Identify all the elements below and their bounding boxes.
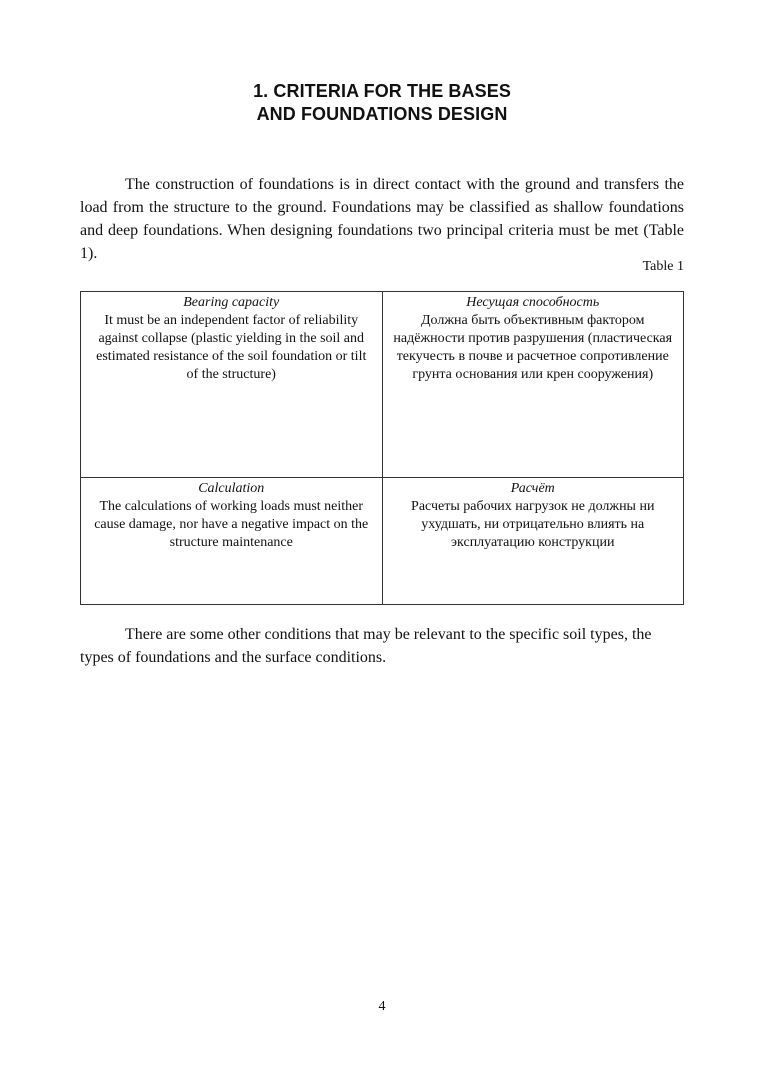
table-row: [81, 478, 684, 605]
section-title: [80, 80, 684, 126]
cell-heading: Calculation: [198, 481, 265, 496]
page-number: 4: [378, 999, 386, 1014]
cell-text: It must be an independent factor of reliability against collapse (plastic yielding in the soil and estimated resistance of the soil foundation or tilt of the structure): [96, 313, 367, 382]
table-row: [81, 292, 684, 478]
table-cell-english: [81, 478, 383, 605]
cell-text: The calculations of working loads must neither cause damage, nor have a negative impact on the structure maintenance: [94, 499, 369, 550]
table-cell-english: [81, 292, 383, 478]
cell-text: Расчеты рабочих нагрузок не должны ни ухудшать, ни отрицательно влиять на эксплуатацию конструкции: [411, 499, 655, 550]
section-title-line-1: 1. CRITERIA FOR THE BASES: [253, 81, 511, 101]
cell-heading: Bearing capacity: [183, 295, 280, 310]
table-caption: Table 1: [642, 259, 684, 274]
closing-paragraph: There are some other conditions that may be relevant to the specific soil types, the types of foundations and the surface conditions.: [80, 626, 652, 666]
criteria-table: [80, 291, 684, 605]
section-title-line-2: AND FOUNDATIONS DESIGN: [256, 104, 508, 124]
cell-text: Должна быть объективным фактором надёжности против разрушения (пластическая текучесть в почве и расчетное сопротивление грунта основания или крен сооружения): [393, 313, 673, 382]
intro-paragraph: The construction of foundations is in direct contact with the ground and transfers the load from the structure to the ground. Foundations may be classified as shallow foundations and deep foundations. When designing foundations two principal criteria must be met (Table 1).: [80, 176, 684, 262]
table-cell-russian: [382, 478, 684, 605]
table-cell-russian: [382, 292, 684, 478]
cell-heading: Несущая способность: [466, 295, 600, 310]
cell-heading: Расчёт: [510, 481, 555, 496]
